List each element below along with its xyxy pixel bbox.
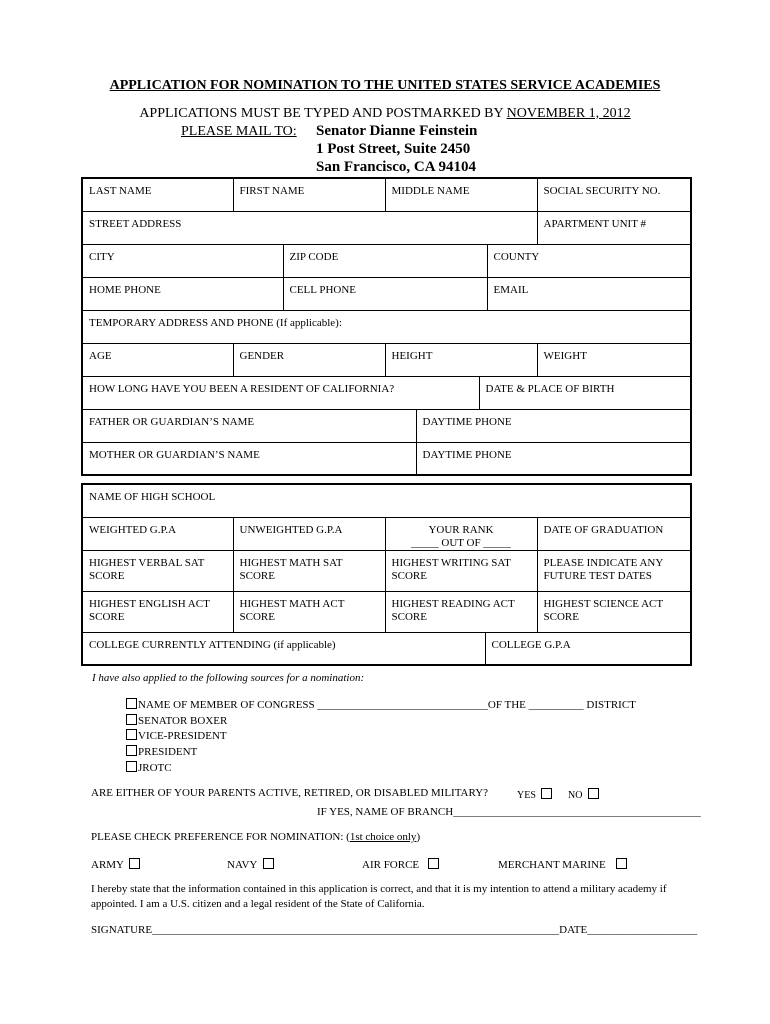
source-item <box>126 714 227 727</box>
deadline-prefix: APPLICATIONS MUST BE TYPED AND POSTMARKED BY <box>139 106 507 121</box>
checkbox[interactable] <box>126 714 137 725</box>
high-school-field[interactable]: NAME OF HIGH SCHOOL <box>82 484 691 517</box>
military-no-checkbox[interactable] <box>588 788 599 799</box>
father-phone-field[interactable]: DAYTIME PHONE <box>416 409 691 442</box>
source-item-label: SENATOR BOXER <box>138 715 228 727</box>
date-field[interactable]: ____________________ <box>587 924 698 936</box>
air-force-label: AIR FORCE <box>362 859 420 871</box>
zip-code-field[interactable]: ZIP CODE <box>283 244 487 277</box>
signature-line <box>91 924 697 936</box>
rank-label: YOUR RANK <box>428 523 494 536</box>
city-field[interactable]: CITY <box>82 244 283 277</box>
birth-field[interactable]: DATE & PLACE OF BIRTH <box>479 376 691 409</box>
military-yes-option <box>517 788 553 801</box>
act-reading-field[interactable] <box>385 591 537 632</box>
act-reading-label: HIGHEST READING ACT <box>391 597 515 610</box>
merchant-marine-label: MERCHANT MARINE <box>498 859 606 871</box>
sat-math-score-label: SCORE <box>239 569 275 582</box>
preference-army <box>91 858 141 871</box>
source-item-label: VICE-PRESIDENT <box>138 730 227 742</box>
preference-instruction <box>91 831 420 843</box>
college-field[interactable]: COLLEGE CURRENTLY ATTENDING (if applicable) <box>82 632 485 665</box>
future-tests-field[interactable] <box>537 550 691 591</box>
source-item <box>126 729 227 742</box>
military-yes-checkbox[interactable] <box>541 788 552 799</box>
declaration-text: I hereby state that the information contained in this application is correct, and that it is my intention to attend a military academy if appointed. I am a U.S. citizen and a legal resident of the State of California. <box>91 883 667 910</box>
act-math-field[interactable] <box>233 591 385 632</box>
air-force-checkbox[interactable] <box>428 858 439 869</box>
age-field[interactable]: AGE <box>82 343 233 376</box>
rank-field[interactable] <box>385 517 537 550</box>
sat-math-field[interactable] <box>233 550 385 591</box>
weighted-gpa-field[interactable]: WEIGHTED G.P.A <box>82 517 233 550</box>
last-name-field[interactable]: LAST NAME <box>82 178 233 211</box>
sat-writing-score-label: SCORE <box>391 569 427 582</box>
preference-merchant-marine <box>498 858 628 871</box>
weight-field[interactable]: WEIGHT <box>537 343 691 376</box>
sat-verbal-label: HIGHEST VERBAL SAT <box>89 556 205 569</box>
graduation-date-field[interactable]: DATE OF GRADUATION <box>537 517 691 550</box>
checkbox[interactable] <box>126 729 137 740</box>
preference-navy <box>227 858 275 871</box>
military-question: ARE EITHER OF YOUR PARENTS ACTIVE, RETIRED, OR DISABLED MILITARY? <box>91 787 489 799</box>
sat-verbal-score-label: SCORE <box>89 569 125 582</box>
sat-writing-label: HIGHEST WRITING SAT <box>391 556 511 569</box>
checkbox[interactable] <box>126 761 137 772</box>
navy-checkbox[interactable] <box>263 858 274 869</box>
apartment-field[interactable]: APARTMENT UNIT # <box>537 211 691 244</box>
unweighted-gpa-field[interactable]: UNWEIGHTED G.P.A <box>233 517 385 550</box>
email-field[interactable]: EMAIL <box>487 277 691 310</box>
signature-label: SIGNATURE <box>91 924 153 936</box>
rank-out-of: _____ OUT OF _____ <box>411 536 511 549</box>
source-congress <box>126 698 636 711</box>
military-branch[interactable]: IF YES, NAME OF BRANCH_____________________________________________ <box>317 806 701 818</box>
home-phone-field[interactable]: HOME PHONE <box>82 277 283 310</box>
temporary-address-field[interactable]: TEMPORARY ADDRESS AND PHONE (If applicable): <box>82 310 691 343</box>
checkbox[interactable] <box>126 745 137 756</box>
act-english-field[interactable] <box>82 591 233 632</box>
act-english-score-label: SCORE <box>89 610 125 623</box>
act-science-field[interactable] <box>537 591 691 632</box>
military-yes-label: YES <box>517 790 536 801</box>
street-address-field[interactable]: STREET ADDRESS <box>82 211 537 244</box>
mother-name-field[interactable]: MOTHER OR GUARDIAN’S NAME <box>82 442 416 475</box>
military-no-option <box>568 788 600 801</box>
cell-phone-field[interactable]: CELL PHONE <box>283 277 487 310</box>
preference-close: ) <box>416 831 421 843</box>
source-item-label: JROTC <box>138 762 172 774</box>
future-tests-dates-label: FUTURE TEST DATES <box>543 569 652 582</box>
sat-writing-field[interactable] <box>385 550 537 591</box>
source-item <box>126 745 197 758</box>
act-reading-score-label: SCORE <box>391 610 427 623</box>
college-gpa-field[interactable]: COLLEGE G.P.A <box>485 632 691 665</box>
date-label: DATE <box>559 924 588 936</box>
personal-info-table <box>81 177 692 476</box>
height-field[interactable]: HEIGHT <box>385 343 537 376</box>
merchant-marine-checkbox[interactable] <box>616 858 627 869</box>
checkbox[interactable] <box>126 698 137 709</box>
preference-air-force <box>362 858 440 871</box>
mother-phone-field[interactable]: DAYTIME PHONE <box>416 442 691 475</box>
sat-verbal-field[interactable] <box>82 550 233 591</box>
source-item <box>126 761 172 774</box>
act-math-label: HIGHEST MATH ACT <box>239 597 345 610</box>
army-checkbox[interactable] <box>129 858 140 869</box>
middle-name-field[interactable]: MIDDLE NAME <box>385 178 537 211</box>
father-name-field[interactable]: FATHER OR GUARDIAN’S NAME <box>82 409 416 442</box>
act-english-label: HIGHEST ENGLISH ACT <box>89 597 210 610</box>
ssn-field[interactable]: SOCIAL SECURITY NO. <box>537 178 691 211</box>
first-name-field[interactable]: FIRST NAME <box>233 178 385 211</box>
source-congress-label: NAME OF MEMBER OF CONGRESS _______________________________OF THE __________ DISTRICT <box>138 699 636 711</box>
gender-field[interactable]: GENDER <box>233 343 385 376</box>
sources-intro: I have also applied to the following sources for a nomination: <box>92 672 365 684</box>
sat-math-label: HIGHEST MATH SAT <box>239 556 343 569</box>
army-label: ARMY <box>91 859 124 871</box>
mail-to-label: PLEASE MAIL TO: <box>181 124 297 139</box>
signature-field[interactable]: __________________________________________________________________________ <box>152 924 560 936</box>
military-no-label: NO <box>568 790 583 801</box>
academic-info-table <box>81 483 692 666</box>
act-science-score-label: SCORE <box>543 610 579 623</box>
address-name: Senator Dianne Feinstein <box>316 123 478 139</box>
address-city: San Francisco, CA 94104 <box>316 159 477 175</box>
act-science-label: HIGHEST SCIENCE ACT <box>543 597 664 610</box>
source-item-label: PRESIDENT <box>138 746 198 758</box>
county-field[interactable]: COUNTY <box>487 244 691 277</box>
address-street: 1 Post Street, Suite 2450 <box>316 141 471 157</box>
preference-intro: PLEASE CHECK PREFERENCE FOR NOMINATION: ( <box>91 831 350 843</box>
navy-label: NAVY <box>227 859 257 871</box>
form-title: APPLICATION FOR NOMINATION TO THE UNITED STATES SERVICE ACADEMIES <box>109 78 661 93</box>
deadline-notice <box>0 106 770 122</box>
preference-choice: 1st choice only <box>349 831 417 843</box>
deadline-date: NOVEMBER 1, 2012 <box>506 106 631 121</box>
residency-field[interactable]: HOW LONG HAVE YOU BEEN A RESIDENT OF CALIFORNIA? <box>82 376 479 409</box>
future-tests-label: PLEASE INDICATE ANY <box>543 556 664 569</box>
act-math-score-label: SCORE <box>239 610 275 623</box>
